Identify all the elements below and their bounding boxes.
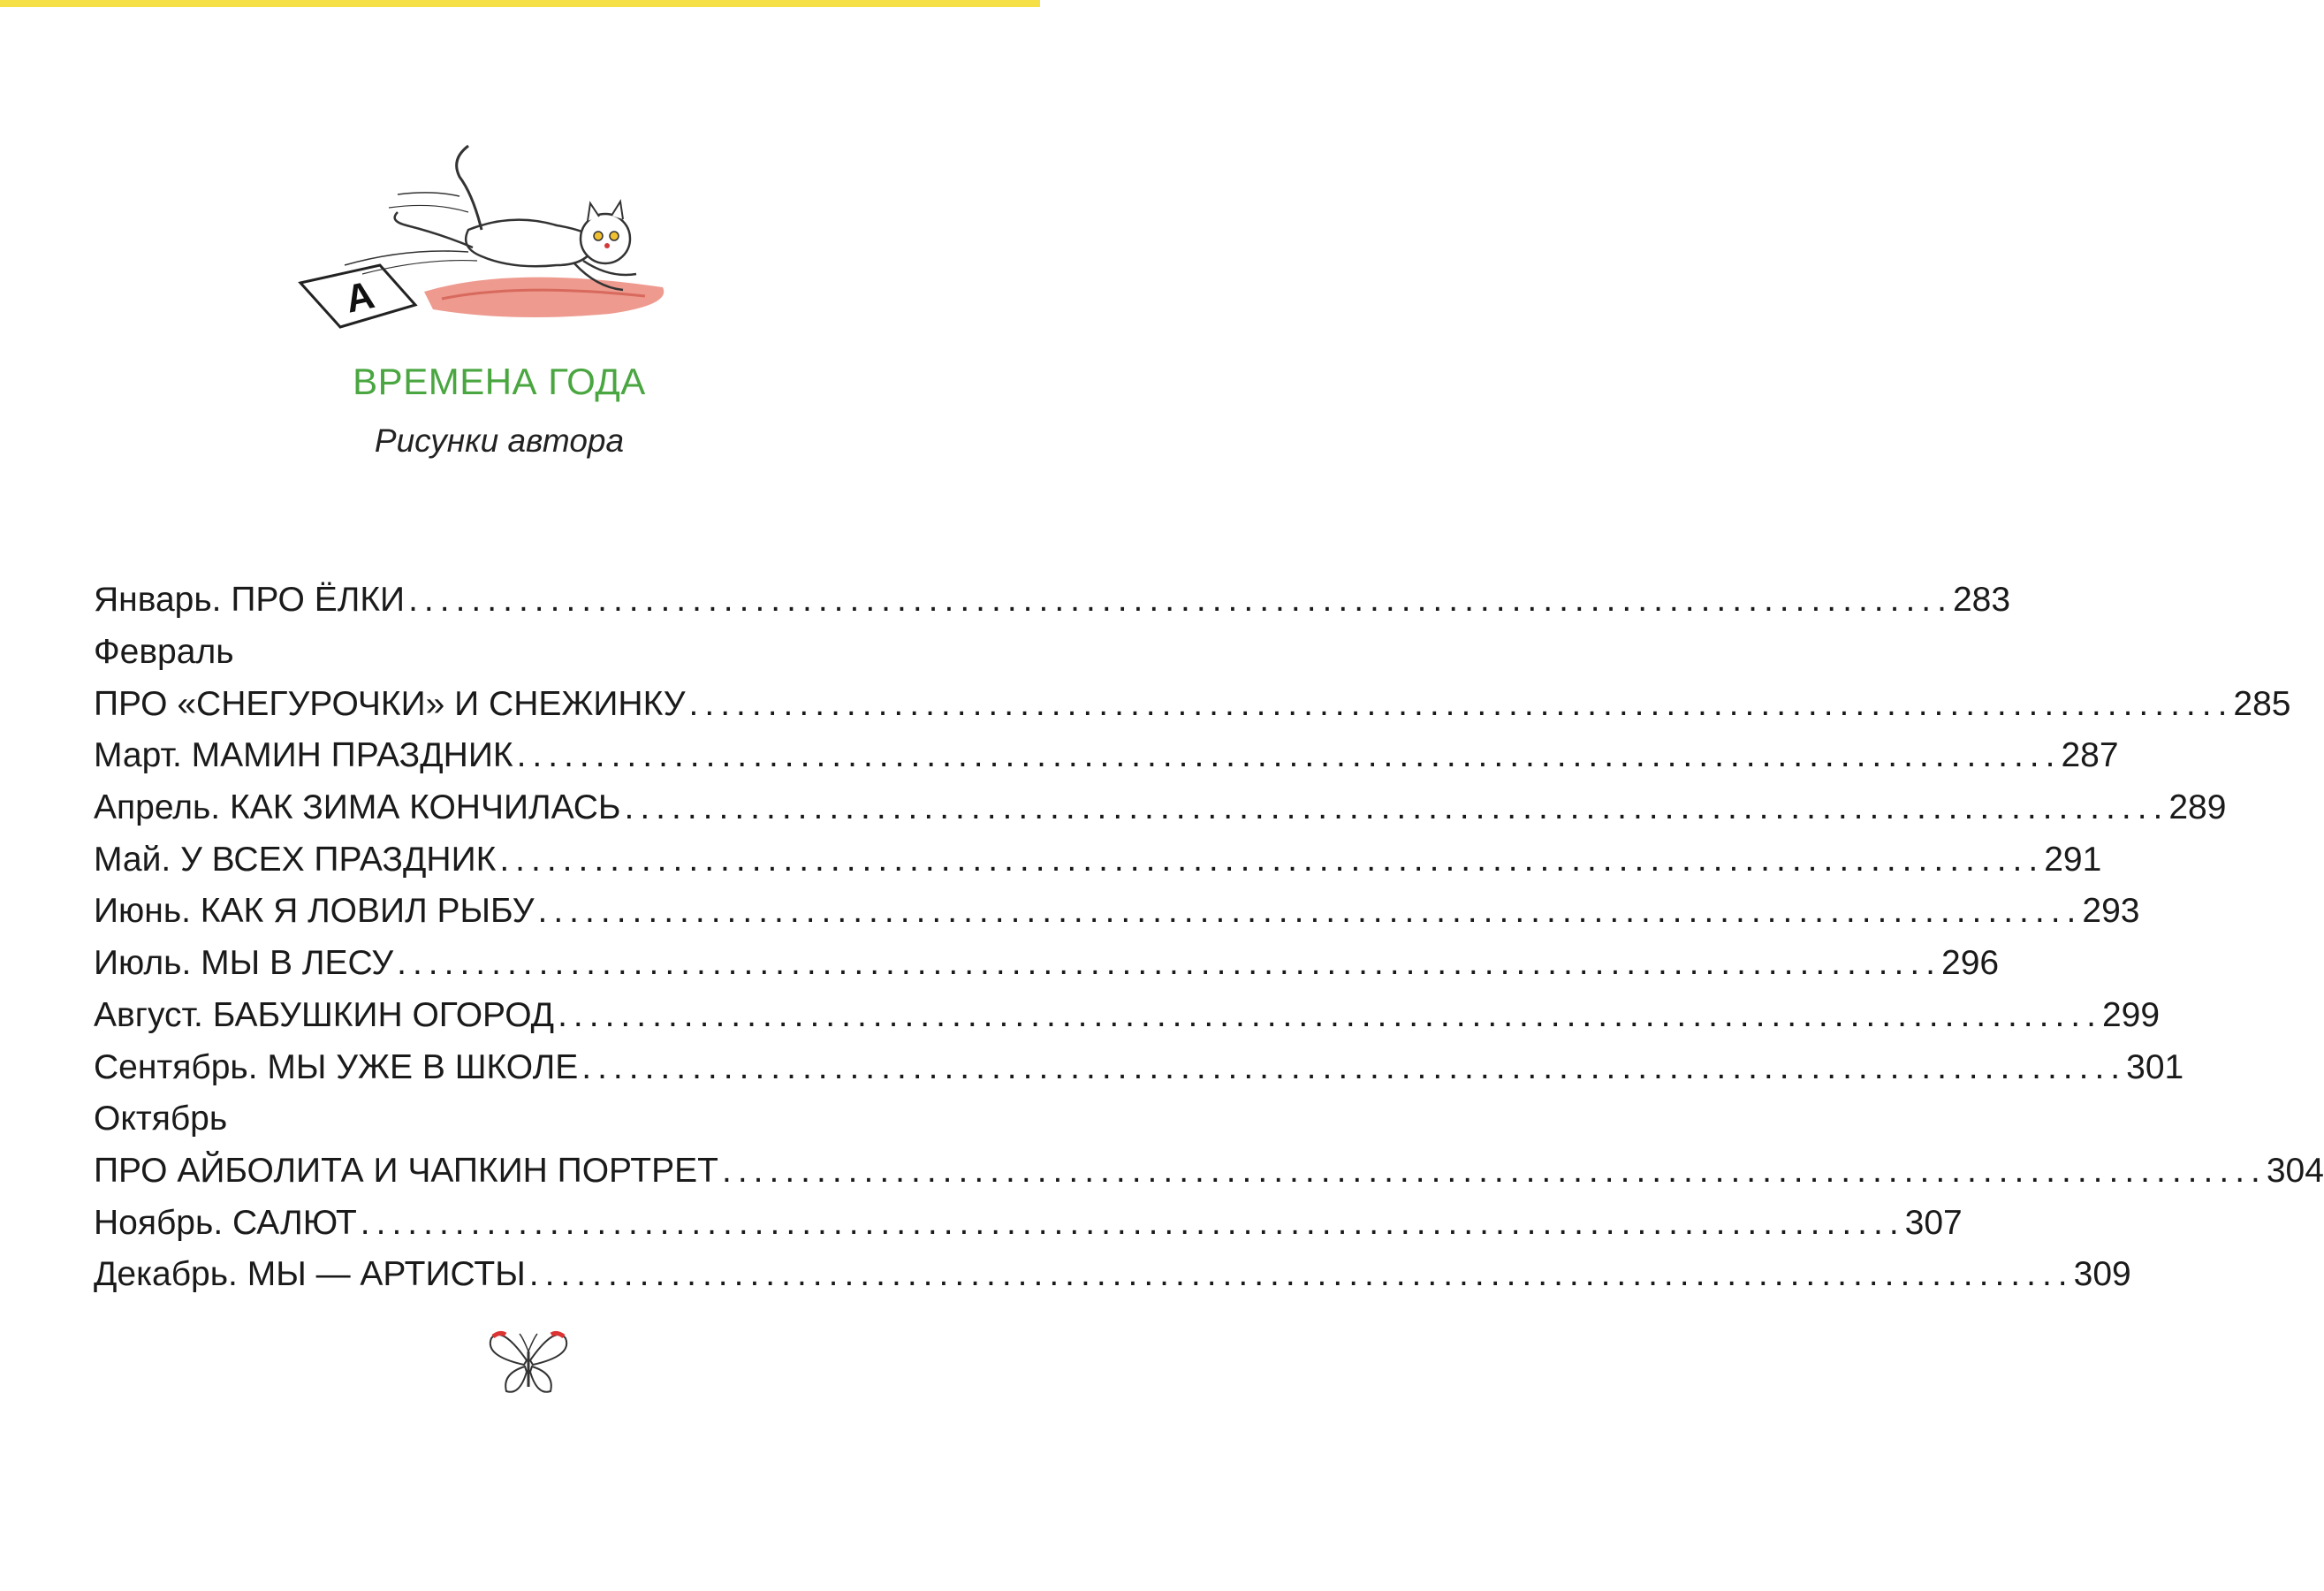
section-title: ВРЕМЕНА ГОДА <box>353 361 646 402</box>
toc-entry-page: 285 <box>2233 684 2291 723</box>
toc-entry-october-heading <box>94 1093 903 1146</box>
toc-entry-november <box>94 1197 1963 1249</box>
toc-entry-june <box>94 886 2140 938</box>
toc-leader-dots: .................................................................................................. <box>537 892 2083 931</box>
toc-leader-dots: .................................................................................................. <box>558 995 2102 1034</box>
toc-entry-may <box>94 834 2102 886</box>
toc-entry-page: 287 <box>2061 736 2119 775</box>
toc-leader-dots: .................................................................................................. <box>408 581 1953 620</box>
section-subtitle: Рисунки автора <box>374 422 625 459</box>
toc-entry-october <box>94 1146 2324 1198</box>
leaping-cat-illustration-icon <box>292 141 689 336</box>
toc-entry-december <box>94 1249 2131 1301</box>
toc-entry-february <box>94 678 2291 730</box>
table-of-contents <box>94 575 2324 1301</box>
toc-leader-dots: .................................................................................................. <box>688 684 2234 723</box>
letter-card <box>300 265 415 327</box>
toc-leader-dots: .................................................................................................. <box>397 944 1941 983</box>
card-letter: А <box>341 273 378 322</box>
toc-entry-page: 299 <box>2101 995 2161 1034</box>
toc-entry-july <box>94 938 2000 990</box>
toc-entry-page: 309 <box>2073 1255 2131 1294</box>
toc-leader-dots: .................................................................................................. <box>581 1047 2127 1086</box>
toc-entry-title: Июнь. КАК Я ЛОВИЛ РЫБУ <box>94 892 535 931</box>
toc-entry-march <box>94 730 2119 782</box>
butterfly-illustration-icon <box>484 1321 573 1400</box>
toc-entry-title: Ноябрь. САЛЮТ <box>94 1203 357 1242</box>
toc-entry-title: ПРО «СНЕГУРОЧКИ» И СНЕЖИНКУ <box>94 684 686 723</box>
toc-entry-page: 296 <box>1941 944 2000 983</box>
toc-entry-page: 307 <box>1904 1203 1963 1242</box>
toc-entry-title: Декабрь. МЫ — АРТИСТЫ <box>94 1255 526 1294</box>
toc-entry-title: Сентябрь. МЫ УЖЕ В ШКОЛЕ <box>94 1047 579 1086</box>
toc-leader-dots: .................................................................................................. <box>360 1203 1905 1242</box>
toc-leader-dots: .................................................................................................. <box>624 788 2169 827</box>
toc-entry-page: 304 <box>2266 1151 2324 1190</box>
toc-entry-february-heading <box>94 627 903 679</box>
toc-entry-january <box>94 575 2011 627</box>
toc-entry-august <box>94 990 2161 1042</box>
toc-entry-title: Февраль <box>94 633 234 672</box>
toc-leader-dots: .................................................................................................. <box>516 736 2062 775</box>
toc-entry-september <box>94 1041 2184 1093</box>
toc-leader-dots: .................................................................................................. <box>499 840 2045 879</box>
toc-entry-page: 283 <box>1952 581 2011 620</box>
toc-leader-dots: .................................................................................................. <box>721 1151 2267 1190</box>
toc-entry-page: 293 <box>2082 892 2140 931</box>
toc-entry-april <box>94 782 2227 834</box>
toc-entry-page: 289 <box>2168 788 2227 827</box>
toc-entry-page: 291 <box>2044 840 2102 879</box>
toc-entry-title: Январь. ПРО ЁЛКИ <box>94 581 406 620</box>
toc-entry-title: Июль. МЫ В ЛЕСУ <box>94 944 394 983</box>
toc-entry-title: ПРО АЙБОЛИТА И ЧАПКИН ПОРТРЕТ <box>94 1151 718 1190</box>
toc-entry-title: Октябрь <box>94 1100 228 1138</box>
toc-entry-title: Март. МАМИН ПРАЗДНИК <box>94 736 513 775</box>
top-accent-bar <box>0 0 1040 7</box>
toc-entry-title: Май. У ВСЕХ ПРАЗДНИК <box>94 840 497 879</box>
toc-entry-title: Август. БАБУШКИН ОГОРОД <box>94 995 555 1034</box>
toc-leader-dots: .................................................................................................. <box>528 1255 2074 1294</box>
toc-entry-page: 301 <box>2126 1047 2184 1086</box>
toc-entry-title: Апрель. КАК ЗИМА КОНЧИЛАСЬ <box>94 788 621 827</box>
